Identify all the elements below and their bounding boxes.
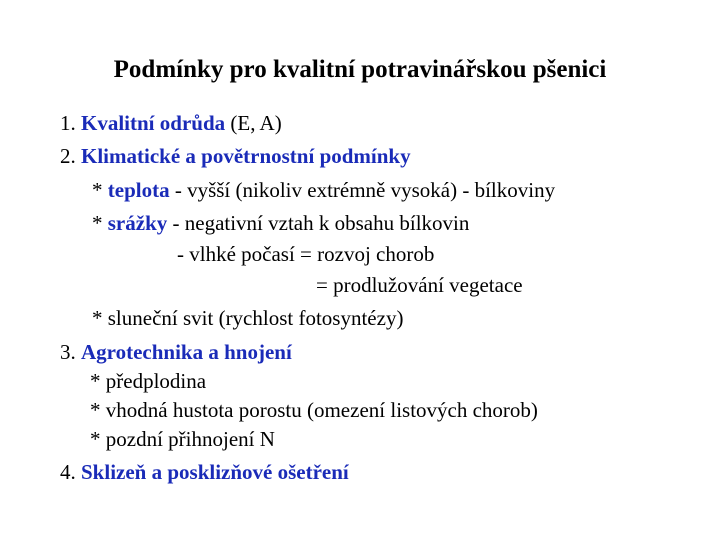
temperature-label: teplota	[107, 178, 170, 202]
precipitation-detail-1: - vlhké počasí = rozvoj chorob	[177, 242, 435, 266]
item-1-heading: Kvalitní odrůda	[81, 111, 226, 135]
slide-title: Podmínky pro kvalitní potravinářskou pšenici	[113, 56, 607, 83]
item-3-late-fertilization: * pozdní přihnojení N	[90, 427, 275, 451]
item-3	[60, 339, 292, 365]
item-3-number: 3.	[60, 340, 76, 364]
item-2-temperature	[92, 177, 555, 203]
item-4-heading: Sklizeň a posklizňové ošetření	[81, 460, 349, 484]
item-3-preceding-crop: * předplodina	[90, 369, 207, 393]
precipitation-label: srážky	[107, 211, 168, 235]
item-2-number: 2.	[60, 144, 76, 168]
item-2-precipitation	[92, 210, 469, 236]
item-2-sunshine: * sluneční svit (rychlost fotosyntézy)	[92, 306, 404, 330]
item-2	[60, 143, 411, 169]
item-3-stand-density: * vhodná hustota porostu (omezení listových chorob)	[90, 398, 538, 422]
item-2-heading: Klimatické a povětrnostní podmínky	[81, 144, 411, 168]
precipitation-detail-2: = prodlužování vegetace	[316, 273, 523, 297]
item-1-number: 1.	[60, 111, 76, 135]
bullet-star: *	[92, 178, 103, 202]
item-4-number: 4.	[60, 460, 76, 484]
precipitation-text: - negativní vztah k obsahu bílkovin	[172, 211, 470, 235]
item-1	[60, 110, 282, 136]
temperature-text: - vyšší (nikoliv extrémně vysoká) - bílkoviny	[174, 178, 556, 202]
item-4	[60, 459, 349, 485]
item-3-heading: Agrotechnika a hnojení	[81, 340, 292, 364]
bullet-star: *	[92, 211, 103, 235]
item-1-note: (E, A)	[230, 111, 282, 135]
